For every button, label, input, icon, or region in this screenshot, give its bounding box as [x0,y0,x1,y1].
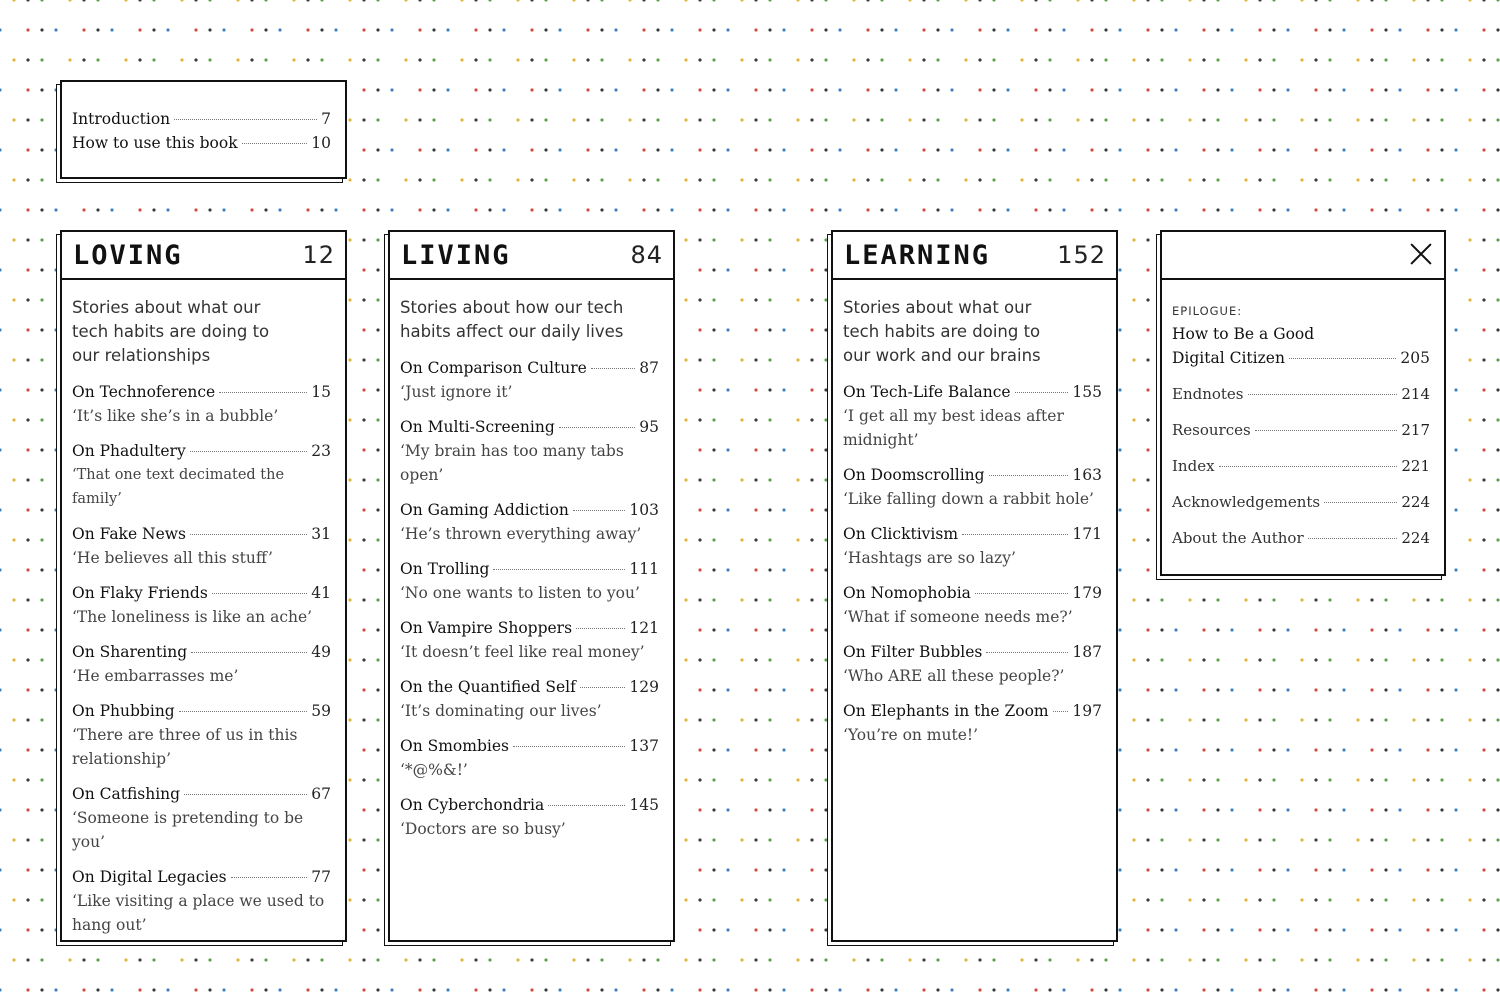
entry-page: 10 [311,134,331,152]
entry-page: 171 [1072,525,1102,543]
toc-entry-index[interactable]: Index 221 [1172,457,1430,475]
toc-entry[interactable] [400,557,659,605]
entry-page: 163 [1072,466,1102,484]
leader-dots [573,510,626,511]
entry-title: On Tech-Life Balance [843,383,1011,401]
section-title: LEARNING [844,240,991,271]
entry-title: On Vampire Shoppers [400,619,573,637]
entry-quote: ‘Like falling down a rabbit hole’ [843,490,1094,508]
toc-entry[interactable] [400,356,659,404]
entry-quote: ‘You’re on mute!’ [843,726,979,744]
entry-quote: ‘He’s thrown everything away’ [400,525,642,543]
toc-entry-about-author[interactable]: About the Author 224 [1172,529,1430,547]
entry-quote: ‘It’s like she’s in a bubble’ [72,407,279,425]
section-page: 12 [302,241,335,269]
leader-dots [1053,711,1069,712]
toc-entry[interactable] [72,380,331,428]
section-page: 84 [630,241,663,269]
entry-title: On Phubbing [72,702,175,720]
leader-dots [975,593,1069,594]
entry-title: On Clicktivism [843,525,959,543]
entry-quote: ‘It doesn’t feel like real money’ [400,643,645,661]
entry-page: 95 [639,418,659,436]
section-intro: Stories about what our tech habits are doing to our work and our brains [843,298,1041,365]
entry-quote: ‘He embarrasses me’ [72,667,239,685]
toc-entry[interactable] [400,675,659,723]
toc-entry-epilogue[interactable] [1172,322,1430,370]
toc-entry[interactable] [843,463,1102,511]
entry-quote: ‘Who ARE all these people?’ [843,667,1065,685]
leader-dots [231,877,308,878]
entry-quote: ‘I get all my best ideas after midnight’ [843,407,1064,449]
entry-title: On Gaming Addiction [400,501,569,519]
back-matter-card [1160,230,1446,576]
leader-dots [591,368,635,369]
entry-page: 87 [639,359,659,377]
toc-entry[interactable] [400,616,659,664]
leader-dots [493,569,625,570]
entry-title: How to Be a Good [1172,325,1315,343]
entry-page: 77 [311,868,331,886]
section-card-loving [60,230,347,942]
close-icon[interactable] [1410,243,1432,265]
entry-title: On Catfishing [72,785,181,803]
entry-quote: ‘My brain has too many tabs open’ [400,442,624,484]
section-intro: Stories about how our tech habits affect our daily lives [400,298,624,341]
entry-page: 49 [311,643,331,661]
entry-page: 23 [311,442,331,460]
leader-dots [1324,502,1397,503]
leader-dots [184,794,307,795]
toc-entry-resources[interactable]: Resources 217 [1172,421,1430,439]
leader-dots [962,534,1068,535]
entry-title: On Comparison Culture [400,359,587,377]
leader-dots [219,392,307,393]
entry-title: On Technoference [72,383,216,401]
entry-title: On Digital Legacies [72,868,227,886]
entry-title: On the Quantified Self [400,678,576,696]
toc-entry[interactable] [72,782,331,854]
section-page: 152 [1057,241,1106,269]
entry-page: 111 [629,560,659,578]
leader-dots [989,475,1069,476]
entry-title: On Phadultery [72,442,186,460]
toc-entry[interactable] [843,522,1102,570]
front-matter-card [60,80,347,179]
toc-entry[interactable] [72,522,331,570]
leader-dots [548,805,625,806]
back-matter-header [1162,232,1444,280]
entry-title: On Multi-Screening [400,418,555,436]
leader-dots [1248,394,1398,395]
entry-page: 179 [1072,584,1102,602]
toc-entry[interactable] [843,581,1102,629]
entry-quote: ‘Hashtags are so lazy’ [843,549,1016,567]
entry-page: 103 [629,501,659,519]
leader-dots [174,119,317,120]
entry-page: 129 [629,678,659,696]
leader-dots [1255,430,1398,431]
toc-entry-endnotes[interactable]: Endnotes 214 [1172,385,1430,403]
entry-quote: ‘He believes all this stuff’ [72,549,273,567]
toc-entry[interactable] [72,865,331,937]
section-title: LIVING [401,240,511,271]
entry-page: 67 [311,785,331,803]
leader-dots [190,534,307,535]
toc-entry[interactable] [843,380,1102,452]
entry-title: How to use this book [72,134,238,152]
toc-entry[interactable] [72,640,331,688]
entry-page: 7 [321,110,331,128]
section-intro: Stories about what our tech habits are doing to our relationships [72,298,270,365]
toc-entry[interactable] [400,734,659,782]
leader-dots [559,427,636,428]
entry-title: On Flaky Friends [72,584,208,602]
entry-page: 121 [629,619,659,637]
entry-title: On Nomophobia [843,584,971,602]
epilogue-label: EPILOGUE: [1172,304,1243,318]
leader-dots [576,628,625,629]
entry-title: On Fake News [72,525,187,543]
entry-page: 137 [629,737,659,755]
entry-title: Introduction [72,110,171,128]
entry-page: 155 [1072,383,1102,401]
leader-dots [179,711,308,712]
leader-dots [986,652,1068,653]
entry-page: 31 [311,525,331,543]
entry-title: On Smombies [400,737,509,755]
toc-entry[interactable] [400,415,659,487]
entry-title: On Trolling [400,560,490,578]
leader-dots [580,687,626,688]
entry-page: 205 [1400,349,1430,367]
entry-title: On Sharenting [72,643,188,661]
entry-title: On Elephants in the Zoom [843,702,1049,720]
leader-dots [190,451,308,452]
toc-entry[interactable] [72,581,331,629]
entry-quote: ‘Doctors are so busy’ [400,820,566,838]
entry-page: 187 [1072,643,1102,661]
toc-entry[interactable] [72,439,331,511]
entry-quote: ‘Like visiting a place we used to hang out’ [72,892,325,934]
entry-page: 15 [311,383,331,401]
leader-dots [191,652,307,653]
entry-page: 197 [1072,702,1102,720]
leader-dots [1289,358,1396,359]
entry-quote: ‘There are three of us in this relationship’ [72,726,298,768]
entry-quote: ‘The loneliness is like an ache’ [72,608,313,626]
toc-entry[interactable] [72,699,331,771]
entry-page: 41 [311,584,331,602]
section-card-living [388,230,675,942]
toc-entry-introduction[interactable] [72,107,331,131]
entry-quote: ‘No one wants to listen to you’ [400,584,640,602]
entry-page: 145 [629,796,659,814]
leader-dots [212,593,307,594]
toc-entry[interactable] [400,793,659,841]
section-header [390,232,673,280]
entry-quote: ‘What if someone needs me?’ [843,608,1073,626]
entry-quote: ‘Just ignore it’ [400,383,513,401]
entry-quote: ‘Someone is pretending to be you’ [72,809,304,851]
entry-title: On Filter Bubbles [843,643,983,661]
entry-quote: ‘That one text decimated the family’ [72,467,285,507]
section-card-learning [831,230,1118,942]
leader-dots [242,143,308,144]
section-header [62,232,345,280]
leader-dots [513,746,625,747]
toc-entry[interactable] [400,498,659,546]
entry-title: Digital Citizen [1172,349,1285,367]
entry-title: On Cyberchondria [400,796,545,814]
toc-entry[interactable] [843,640,1102,688]
leader-dots [1308,538,1398,539]
toc-entry[interactable] [843,699,1102,747]
entry-title: On Doomscrolling [843,466,985,484]
section-title: LOVING [73,240,183,271]
toc-entry-how-to-use[interactable] [72,131,331,155]
leader-dots [1219,466,1398,467]
entry-page: 59 [311,702,331,720]
section-header [833,232,1116,280]
entry-quote: ‘It’s dominating our lives’ [400,702,602,720]
entry-quote: ‘*@%&!’ [400,761,468,779]
leader-dots [1015,392,1069,393]
toc-entry-acknowledgements[interactable]: Acknowledgements 224 [1172,493,1430,511]
